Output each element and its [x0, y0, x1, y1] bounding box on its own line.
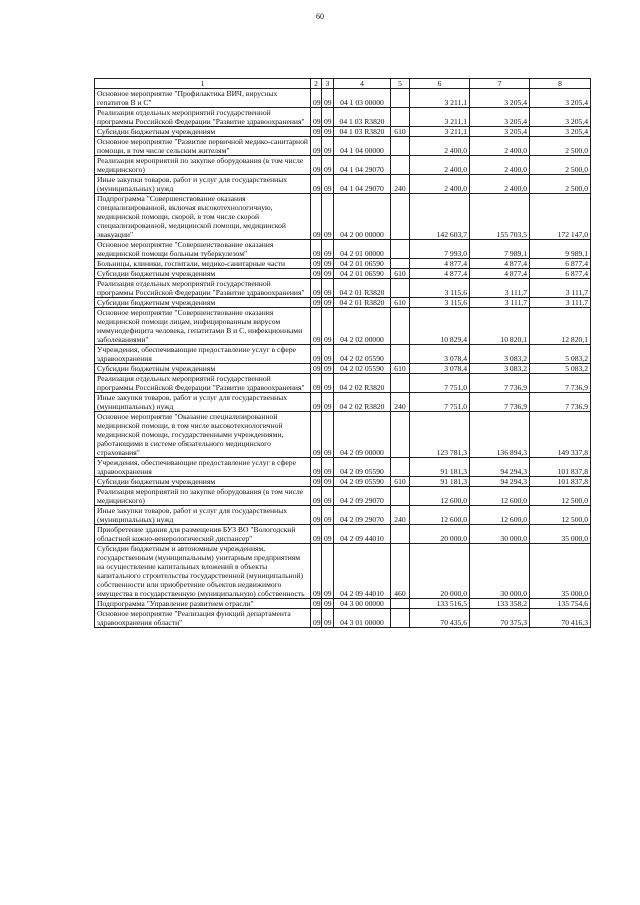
section-code-cell: 09 — [311, 458, 322, 477]
target-article-cell: 04 2 01 R3820 — [334, 279, 391, 298]
table-row — [95, 609, 591, 628]
section-code-cell: 09 — [311, 364, 322, 374]
amount-col7-cell: 3 111,7 — [470, 298, 530, 308]
row-name-cell: Учреждения, обеспечивающие предоставление услуг в сфере здравоохранения — [95, 458, 311, 477]
amount-col8-cell: 3 111,7 — [530, 279, 591, 298]
amount-col7-cell: 30 000,0 — [470, 525, 530, 544]
header-cell: 5 — [391, 79, 410, 89]
row-name-cell: Приобретение здания для размещения БУЗ ВО "Вологодский областной кожно-венерологический диспансер" — [95, 525, 311, 544]
target-article-cell: 04 2 01 00000 — [334, 240, 391, 259]
row-name-cell: Иные закупки товаров, работ и услуг для государственных (муниципальных) нужд — [95, 175, 311, 194]
expense-type-cell — [391, 240, 410, 259]
row-name-cell: Основное мероприятие "Реализация функций департамента здравоохранения области" — [95, 609, 311, 628]
amount-col6-cell: 3 115,6 — [410, 279, 470, 298]
target-article-cell: 04 1 04 00000 — [334, 137, 391, 156]
section-code-cell: 09 — [311, 108, 322, 127]
amount-col7-cell: 136 894,3 — [470, 412, 530, 458]
target-article-cell: 04 1 03 00000 — [334, 89, 391, 108]
table-row — [95, 279, 591, 298]
amount-col6-cell: 3 078,4 — [410, 364, 470, 374]
section-code-cell: 09 — [311, 259, 322, 269]
target-article-cell: 04 2 09 05590 — [334, 458, 391, 477]
table-row — [95, 259, 591, 269]
amount-col6-cell: 12 600,0 — [410, 506, 470, 525]
amount-col8-cell: 2 500,0 — [530, 137, 591, 156]
subsection-code-cell: 09 — [322, 279, 334, 298]
row-name-cell: Субсидии бюджетным и автономным учреждениям, государственным (муниципальным) унитарным предприятиям на осуществление капитальных вложений в объекты капитального строительства государственной (муниципальной) собственности или приобретение объектов недвижимого имущества в государственную (муниципальную) собственность — [95, 544, 311, 599]
row-name-cell: Подпрограмма "Совершенствование оказания специализированной, включая высокотехнологичную, медицинской помощи, скорой, в том числе скорой специализированной, медицинской помощи, медицинской эвакуации" — [95, 194, 311, 240]
amount-col6-cell: 7 751,0 — [410, 393, 470, 412]
expense-type-cell — [391, 89, 410, 108]
amount-col8-cell: 5 083,2 — [530, 345, 591, 364]
amount-col8-cell: 3 205,4 — [530, 89, 591, 108]
header-cell: 7 — [470, 79, 530, 89]
amount-col7-cell: 2 400,0 — [470, 156, 530, 175]
row-name-cell: Реализация мероприятий по закупке оборудования (в том числе медицинского) — [95, 156, 311, 175]
subsection-code-cell: 09 — [322, 308, 334, 345]
table-row — [95, 127, 591, 137]
amount-col6-cell: 3 078,4 — [410, 345, 470, 364]
subsection-code-cell: 09 — [322, 525, 334, 544]
target-article-cell: 04 1 03 R3820 — [334, 108, 391, 127]
table-row — [95, 156, 591, 175]
amount-col6-cell: 10 829,4 — [410, 308, 470, 345]
section-code-cell: 09 — [311, 477, 322, 487]
subsection-code-cell: 09 — [322, 108, 334, 127]
expense-type-cell: 610 — [391, 477, 410, 487]
table-row — [95, 506, 591, 525]
subsection-code-cell: 09 — [322, 477, 334, 487]
amount-col8-cell: 101 837,8 — [530, 477, 591, 487]
row-name-cell: Учреждения, обеспечивающие предоставление услуг в сфере здравоохранения — [95, 345, 311, 364]
header-cell: 6 — [410, 79, 470, 89]
amount-col8-cell: 12 820,1 — [530, 308, 591, 345]
target-article-cell: 04 2 01 06590 — [334, 259, 391, 269]
section-code-cell: 09 — [311, 544, 322, 599]
amount-col6-cell: 3 211,1 — [410, 89, 470, 108]
section-code-cell: 09 — [311, 269, 322, 279]
target-article-cell: 04 2 09 00000 — [334, 412, 391, 458]
amount-col7-cell: 12 600,0 — [470, 487, 530, 506]
expense-type-cell: 460 — [391, 544, 410, 599]
target-article-cell: 04 1 04 29070 — [334, 156, 391, 175]
subsection-code-cell: 09 — [322, 89, 334, 108]
table-row — [95, 393, 591, 412]
row-name-cell: Подпрограмма "Управление развитием отрасли" — [95, 599, 311, 609]
section-code-cell: 09 — [311, 240, 322, 259]
row-name-cell: Иные закупки товаров, работ и услуг для государственных (муниципальных) нужд — [95, 393, 311, 412]
subsection-code-cell: 09 — [322, 599, 334, 609]
amount-col7-cell: 3 205,4 — [470, 89, 530, 108]
section-code-cell: 09 — [311, 393, 322, 412]
amount-col6-cell: 2 400,0 — [410, 175, 470, 194]
row-name-cell: Основное мероприятие "Совершенствование оказания медицинской помощи больным туберкулезом" — [95, 240, 311, 259]
subsection-code-cell: 09 — [322, 412, 334, 458]
amount-col8-cell: 6 877,4 — [530, 269, 591, 279]
amount-col7-cell: 2 400,0 — [470, 137, 530, 156]
subsection-code-cell: 09 — [322, 609, 334, 628]
header-cell: 2 — [311, 79, 322, 89]
subsection-code-cell: 09 — [322, 194, 334, 240]
expense-type-cell — [391, 458, 410, 477]
target-article-cell: 04 3 00 00000 — [334, 599, 391, 609]
subsection-code-cell: 09 — [322, 487, 334, 506]
expense-type-cell: 610 — [391, 127, 410, 137]
target-article-cell: 04 2 01 R3820 — [334, 298, 391, 308]
amount-col7-cell: 3 111,7 — [470, 279, 530, 298]
table-row — [95, 108, 591, 127]
section-code-cell: 09 — [311, 308, 322, 345]
header-cell: 4 — [334, 79, 391, 89]
subsection-code-cell: 09 — [322, 374, 334, 393]
amount-col8-cell: 3 111,7 — [530, 298, 591, 308]
amount-col7-cell: 70 375,3 — [470, 609, 530, 628]
header-cell: 1 — [95, 79, 311, 89]
subsection-code-cell: 09 — [322, 156, 334, 175]
row-name-cell: Субсидии бюджетным учреждениям — [95, 127, 311, 137]
section-code-cell: 09 — [311, 127, 322, 137]
table-row — [95, 137, 591, 156]
target-article-cell: 04 2 01 06590 — [334, 269, 391, 279]
amount-col8-cell: 2 500,0 — [530, 175, 591, 194]
amount-col8-cell: 135 754,6 — [530, 599, 591, 609]
amount-col8-cell: 6 877,4 — [530, 259, 591, 269]
table-row — [95, 374, 591, 393]
row-name-cell: Реализация отдельных мероприятий государственной программы Российской Федерации "Развитие здравоохранения" — [95, 108, 311, 127]
section-code-cell: 09 — [311, 345, 322, 364]
amount-col7-cell: 3 205,4 — [470, 127, 530, 137]
target-article-cell: 04 3 01 00000 — [334, 609, 391, 628]
subsection-code-cell: 09 — [322, 364, 334, 374]
amount-col7-cell: 3 083,2 — [470, 345, 530, 364]
table-header-row — [95, 79, 591, 89]
amount-col6-cell: 133 516,5 — [410, 599, 470, 609]
amount-col7-cell: 3 083,2 — [470, 364, 530, 374]
expense-type-cell — [391, 194, 410, 240]
table-row — [95, 194, 591, 240]
amount-col7-cell: 7 736,9 — [470, 393, 530, 412]
table-row — [95, 477, 591, 487]
table-row — [95, 525, 591, 544]
subsection-code-cell: 09 — [322, 345, 334, 364]
target-article-cell: 04 1 04 29070 — [334, 175, 391, 194]
amount-col8-cell: 172 147,0 — [530, 194, 591, 240]
amount-col6-cell: 7 751,0 — [410, 374, 470, 393]
amount-col8-cell: 7 736,9 — [530, 374, 591, 393]
amount-col6-cell: 91 181,3 — [410, 458, 470, 477]
amount-col6-cell: 3 211,1 — [410, 108, 470, 127]
expense-type-cell — [391, 279, 410, 298]
expense-type-cell: 240 — [391, 175, 410, 194]
section-code-cell: 09 — [311, 194, 322, 240]
amount-col6-cell: 4 877,4 — [410, 259, 470, 269]
table-row — [95, 487, 591, 506]
section-code-cell: 09 — [311, 156, 322, 175]
amount-col6-cell: 3 211,1 — [410, 127, 470, 137]
target-article-cell: 04 2 02 R3820 — [334, 374, 391, 393]
table-row — [95, 240, 591, 259]
amount-col8-cell: 149 337,8 — [530, 412, 591, 458]
target-article-cell: 04 1 03 R3820 — [334, 127, 391, 137]
target-article-cell: 04 2 09 29070 — [334, 506, 391, 525]
expense-type-cell: 610 — [391, 364, 410, 374]
table-row — [95, 175, 591, 194]
amount-col8-cell: 12 500,0 — [530, 506, 591, 525]
row-name-cell: Субсидии бюджетным учреждениям — [95, 477, 311, 487]
amount-col8-cell: 70 416,3 — [530, 609, 591, 628]
target-article-cell: 04 2 02 00000 — [334, 308, 391, 345]
amount-col7-cell: 133 358,2 — [470, 599, 530, 609]
amount-col6-cell: 2 400,0 — [410, 137, 470, 156]
amount-col7-cell: 4 877,4 — [470, 269, 530, 279]
section-code-cell: 09 — [311, 487, 322, 506]
subsection-code-cell: 09 — [322, 298, 334, 308]
target-article-cell: 04 2 09 44010 — [334, 525, 391, 544]
page-number: 60 — [316, 12, 324, 21]
target-article-cell: 04 2 09 29070 — [334, 487, 391, 506]
header-cell: 8 — [530, 79, 591, 89]
expense-type-cell: 610 — [391, 269, 410, 279]
amount-col7-cell: 10 820,1 — [470, 308, 530, 345]
target-article-cell: 04 2 00 00000 — [334, 194, 391, 240]
row-name-cell: Основное мероприятие "Оказание специализированной медицинской помощи, в том числе высокотехнологичной медицинской помощи, государственными учреждениями, работающими в системе обязательного медицинского страхования" — [95, 412, 311, 458]
subsection-code-cell: 09 — [322, 127, 334, 137]
section-code-cell: 09 — [311, 89, 322, 108]
subsection-code-cell: 09 — [322, 269, 334, 279]
amount-col8-cell: 5 083,2 — [530, 364, 591, 374]
row-name-cell: Субсидии бюджетным учреждениям — [95, 269, 311, 279]
amount-col6-cell: 12 600,0 — [410, 487, 470, 506]
section-code-cell: 09 — [311, 599, 322, 609]
amount-col7-cell: 30 000,0 — [470, 544, 530, 599]
expense-type-cell — [391, 609, 410, 628]
section-code-cell: 09 — [311, 374, 322, 393]
amount-col7-cell: 94 294,3 — [470, 458, 530, 477]
subsection-code-cell: 09 — [322, 259, 334, 269]
subsection-code-cell: 09 — [322, 544, 334, 599]
section-code-cell: 09 — [311, 506, 322, 525]
subsection-code-cell: 09 — [322, 175, 334, 194]
section-code-cell: 09 — [311, 525, 322, 544]
amount-col7-cell: 94 294,3 — [470, 477, 530, 487]
table-row — [95, 544, 591, 599]
amount-col6-cell: 3 115,6 — [410, 298, 470, 308]
amount-col6-cell: 70 435,6 — [410, 609, 470, 628]
amount-col7-cell: 7 989,1 — [470, 240, 530, 259]
target-article-cell: 04 2 02 05590 — [334, 345, 391, 364]
budget-table — [94, 78, 591, 628]
expense-type-cell: 240 — [391, 506, 410, 525]
amount-col6-cell: 91 181,3 — [410, 477, 470, 487]
amount-col6-cell: 2 400,0 — [410, 156, 470, 175]
section-code-cell: 09 — [311, 412, 322, 458]
section-code-cell: 09 — [311, 175, 322, 194]
expense-type-cell — [391, 599, 410, 609]
table-row — [95, 298, 591, 308]
expense-type-cell: 240 — [391, 393, 410, 412]
row-name-cell: Больницы, клиники, госпитали, медико-санитарные части — [95, 259, 311, 269]
amount-col8-cell: 3 205,4 — [530, 108, 591, 127]
target-article-cell: 04 2 09 44010 — [334, 544, 391, 599]
expense-type-cell — [391, 156, 410, 175]
amount-col6-cell: 20 000,0 — [410, 544, 470, 599]
expense-type-cell — [391, 108, 410, 127]
row-name-cell: Реализация отдельных мероприятий государственной программы Российской Федерации "Развитие здравоохранения" — [95, 279, 311, 298]
expense-type-cell — [391, 345, 410, 364]
amount-col6-cell: 20 000,0 — [410, 525, 470, 544]
amount-col6-cell: 123 781,3 — [410, 412, 470, 458]
table-row — [95, 458, 591, 477]
section-code-cell: 09 — [311, 279, 322, 298]
table-row — [95, 89, 591, 108]
amount-col8-cell: 9 989,1 — [530, 240, 591, 259]
amount-col7-cell: 3 205,4 — [470, 108, 530, 127]
subsection-code-cell: 09 — [322, 240, 334, 259]
table-row — [95, 364, 591, 374]
amount-col8-cell: 35 000,0 — [530, 525, 591, 544]
subsection-code-cell: 09 — [322, 506, 334, 525]
amount-col7-cell: 155 703,5 — [470, 194, 530, 240]
row-name-cell: Реализация мероприятий по закупке оборудования (в том числе медицинского) — [95, 487, 311, 506]
expense-type-cell — [391, 487, 410, 506]
amount-col7-cell: 2 400,0 — [470, 175, 530, 194]
row-name-cell: Реализация отдельных мероприятий государственной программы Российской Федерации "Развитие здравоохранения" — [95, 374, 311, 393]
amount-col7-cell: 12 600,0 — [470, 506, 530, 525]
subsection-code-cell: 09 — [322, 393, 334, 412]
expense-type-cell — [391, 525, 410, 544]
row-name-cell: Иные закупки товаров, работ и услуг для государственных (муниципальных) нужд — [95, 506, 311, 525]
row-name-cell: Субсидии бюджетным учреждениям — [95, 298, 311, 308]
table-row — [95, 599, 591, 609]
amount-col6-cell: 7 993,0 — [410, 240, 470, 259]
expense-type-cell — [391, 412, 410, 458]
subsection-code-cell: 09 — [322, 458, 334, 477]
amount-col8-cell: 2 500,0 — [530, 156, 591, 175]
subsection-code-cell: 09 — [322, 137, 334, 156]
amount-col8-cell: 3 205,4 — [530, 127, 591, 137]
amount-col8-cell: 101 837,8 — [530, 458, 591, 477]
expense-type-cell — [391, 259, 410, 269]
amount-col6-cell: 142 603,7 — [410, 194, 470, 240]
expense-type-cell — [391, 137, 410, 156]
amount-col6-cell: 4 877,4 — [410, 269, 470, 279]
expense-type-cell: 610 — [391, 298, 410, 308]
row-name-cell: Субсидии бюджетным учреждениям — [95, 364, 311, 374]
row-name-cell: Основное мероприятие "Совершенствование оказания медицинской помощи лицам, инфицированным вирусом иммунодефицита человека, гепатитами В и С, инфекционными заболеваниями" — [95, 308, 311, 345]
expense-type-cell — [391, 374, 410, 393]
amount-col7-cell: 4 877,4 — [470, 259, 530, 269]
table-row — [95, 308, 591, 345]
table-row — [95, 412, 591, 458]
header-cell: 3 — [322, 79, 334, 89]
target-article-cell: 04 2 02 R3820 — [334, 393, 391, 412]
target-article-cell: 04 2 02 05590 — [334, 364, 391, 374]
amount-col7-cell: 7 736,9 — [470, 374, 530, 393]
amount-col8-cell: 12 500,0 — [530, 487, 591, 506]
section-code-cell: 09 — [311, 137, 322, 156]
row-name-cell: Основное мероприятие "Профилактика ВИЧ, вирусных гепатитов В и С" — [95, 89, 311, 108]
target-article-cell: 04 2 09 05590 — [334, 477, 391, 487]
section-code-cell: 09 — [311, 609, 322, 628]
amount-col8-cell: 7 736,9 — [530, 393, 591, 412]
expense-type-cell — [391, 308, 410, 345]
table-row — [95, 269, 591, 279]
table-row — [95, 345, 591, 364]
amount-col8-cell: 35 000,0 — [530, 544, 591, 599]
row-name-cell: Основное мероприятие "Развитие первичной медико-санитарной помощи, в том числе сельским жителям" — [95, 137, 311, 156]
section-code-cell: 09 — [311, 298, 322, 308]
